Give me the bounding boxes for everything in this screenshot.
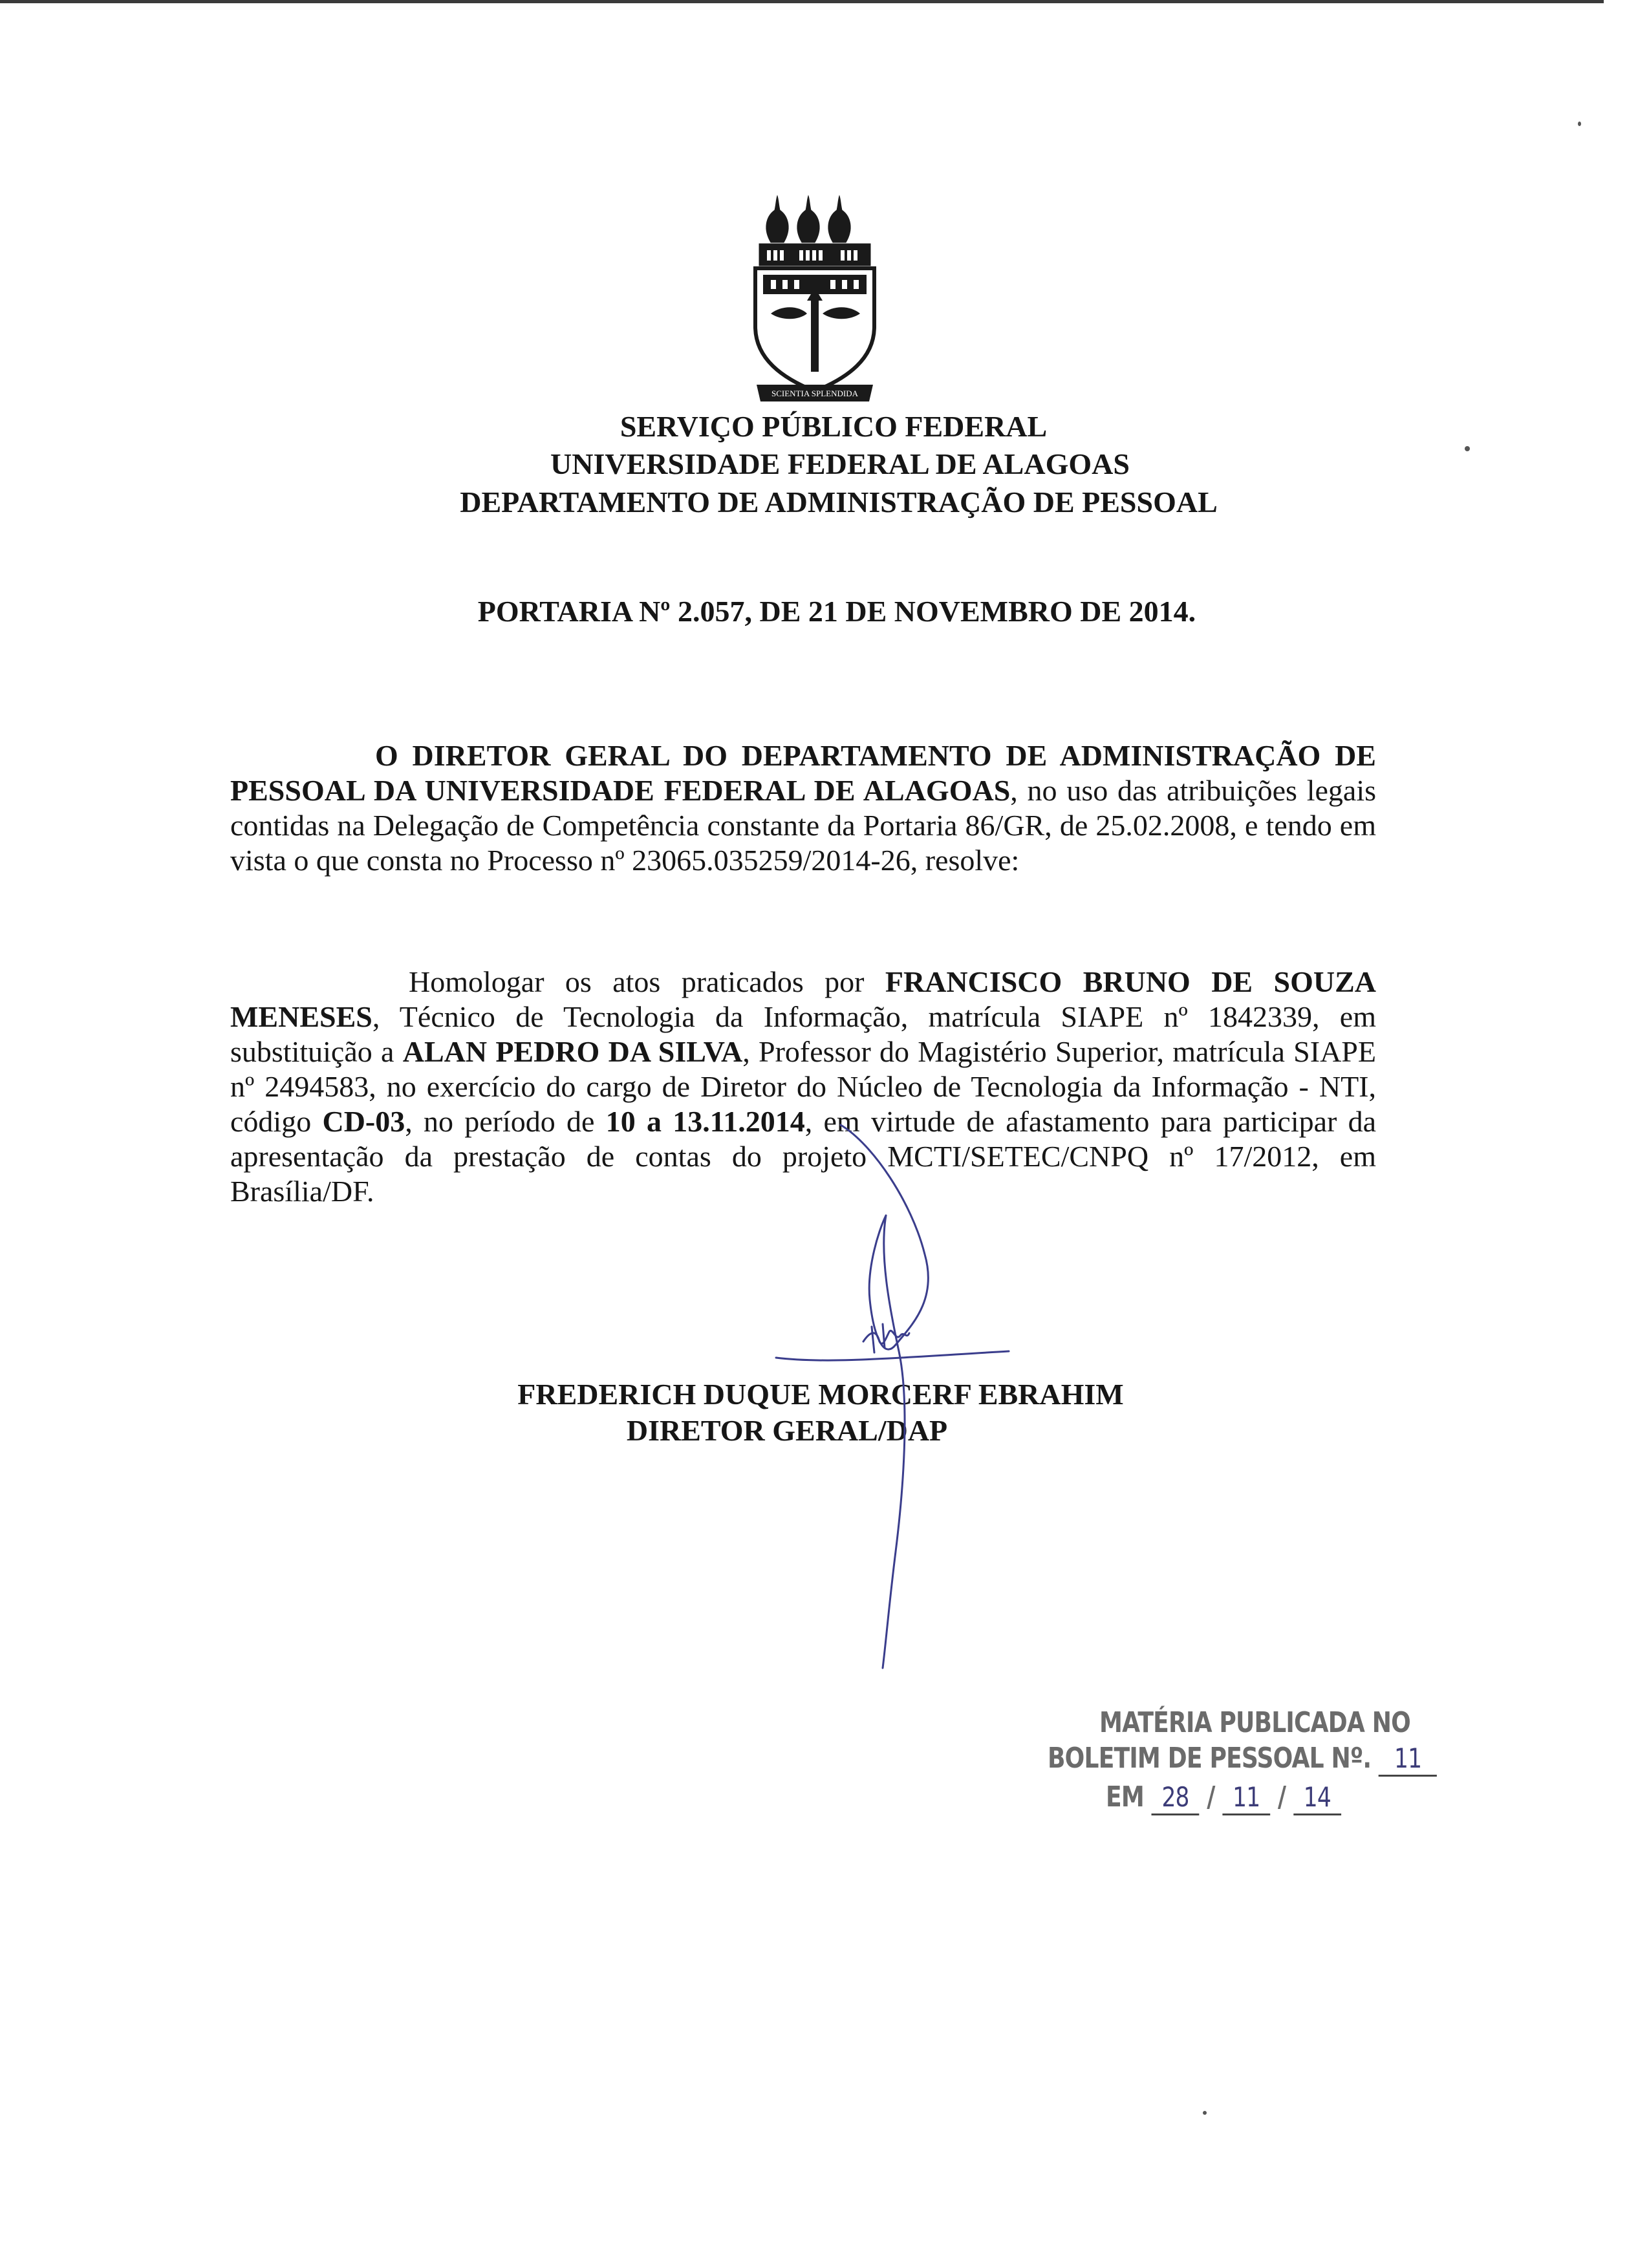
publication-stamp [1048,1707,1423,1836]
resolution-text-4: , no período de [405,1105,606,1138]
header-line-service: SERVIÇO PÚBLICO FEDERAL [620,410,1048,443]
stamp-line-date: EM 28 / 11 / 14 [1106,1781,1341,1815]
signatory-title: DIRETOR GERAL/DAP [626,1414,948,1447]
university-coat-of-arms-icon [737,191,892,411]
portaria-title: PORTARIA Nº 2.057, DE 21 DE NOVEMBRO DE 2014. [477,595,1196,628]
resolution-name-substitute: FRANCISCO BRUNO DE SOUZA MENESES [230,965,1376,1033]
scan-speck [1578,122,1581,126]
paragraph-preamble [230,738,1376,878]
scan-speck [1203,2111,1207,2115]
stamp-date-year: 14 [1293,1781,1341,1815]
resolution-name-holder: ALAN PEDRO DA SILVA [402,1035,743,1068]
tower-dome-right [828,196,850,242]
tower-dome-center [797,196,819,242]
resolution-text-5: , em virtude de afastamento para participar da apresentação da prestação de contas do projeto MCTI/SETEC/CNPQ nº 17/2012, em Brasília/DF. [230,1105,1377,1208]
stamp-date-month: 11 [1222,1781,1270,1815]
scan-edge-line [0,0,1604,3]
stamp-date-day: 28 [1152,1781,1200,1815]
stamp-date-prefix: EM [1106,1781,1144,1813]
handwritten-signature [750,1086,1048,1687]
signatory-name: FREDERICH DUQUE MORCERF EBRAHIM [517,1378,1124,1411]
tower-dome-left [766,196,788,242]
resolution-period: 10 a 13.11.2014 [605,1105,805,1138]
header-line-university: UNIVERSIDADE FEDERAL DE ALAGOAS [550,447,1130,480]
resolution-code: CD-03 [322,1105,405,1138]
preamble-bold-lead: O DIRETOR GERAL DO DEPARTAMENTO DE ADMINISTRAÇÃO DE PESSOAL DA UNIVERSIDADE FEDERAL DE ALAGOAS [230,739,1376,807]
preamble-text: , no uso das atribuições legais contidas na Delegação de Competência constante da Portaria 86/GR, de 25.02.2008, e tendo em vista o que consta no Processo nº 23065.035259/2014-26, resolve: [230,774,1376,877]
stamp-line-boletim [1048,1742,1437,1777]
stamp-boletim-label: BOLETIM DE PESSOAL Nº. [1048,1742,1372,1775]
resolution-text-2: , Técnico de Tecnologia da Informação, matrícula SIAPE nº 1842339, em substituição a [230,1000,1376,1068]
resolution-text-1: Homologar os atos praticados por [409,965,885,998]
resolution-text-3: , Professor do Magistério Superior, matrícula SIAPE nº 2494583, no exercício do cargo de Diretor do Núcleo de Tecnologia da Informação - NTI, código [230,1035,1376,1138]
stamp-line-published: MATÉRIA PUBLICADA NO [1099,1706,1410,1739]
stamp-boletim-number: 11 [1379,1742,1437,1777]
coat-motto: SCIENTIA SPLENDIDA [771,389,858,398]
header-line-department: DEPARTAMENTO DE ADMINISTRAÇÃO DE PESSOAL [460,486,1218,519]
